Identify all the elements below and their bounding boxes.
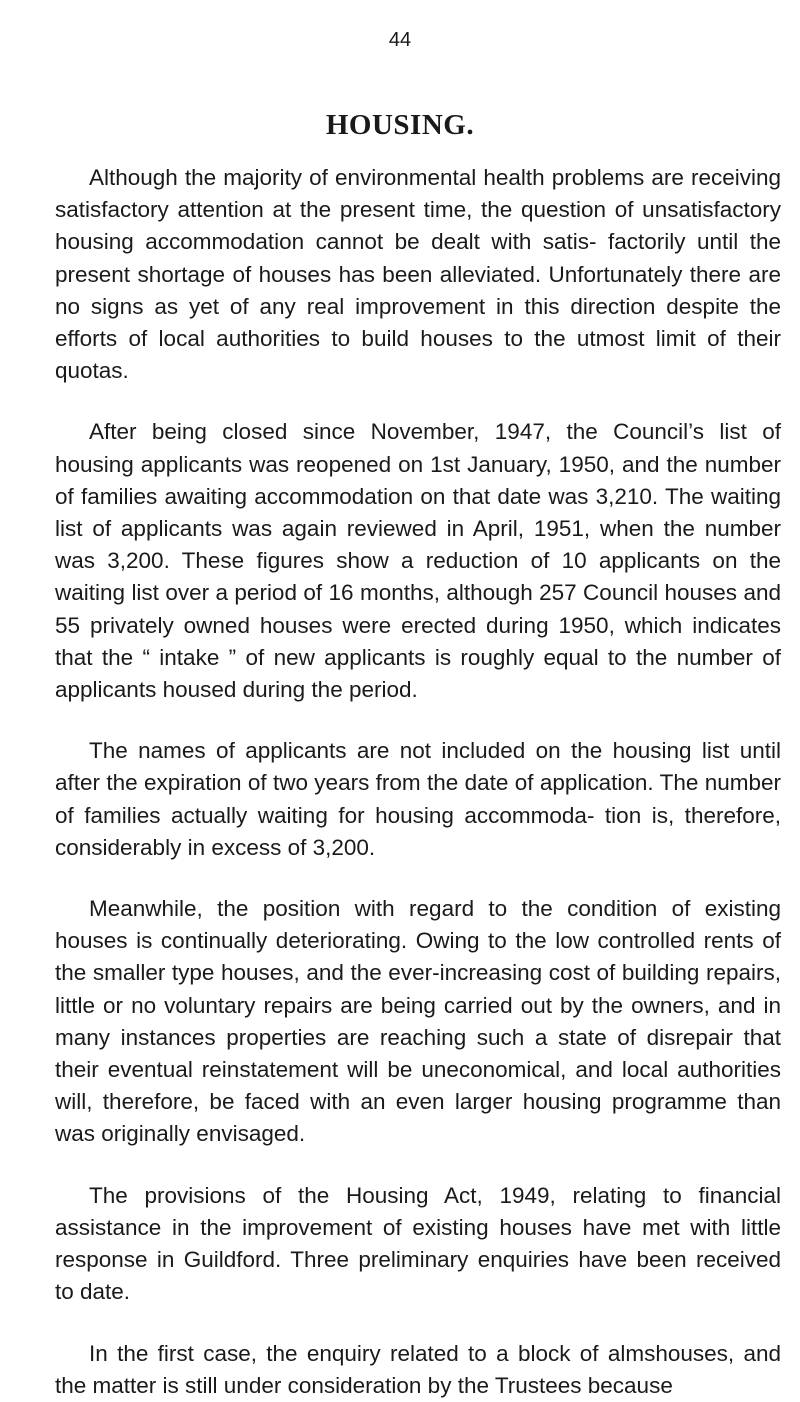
body-text bbox=[55, 162, 781, 1402]
page-number: 44 bbox=[388, 29, 412, 51]
paragraph-waiting-list: After being closed since November, 1947, the Council’s list of housing applicants was reopened on 1st January, 1950, and the number of families awaiting accommodation on that date was 3,210. The waiting list of applicants was again reviewed in April, 1951, when the number was 3,200. These figures show a reduction of 10 applicants on the waiting list over a period of 16 months, although 257 Council houses and 55 privately owned houses were erected during 1950, which indicates that the “ intake ” of new applicants is roughly equal to the number of applicants housed during the period. bbox=[55, 419, 781, 703]
paragraph-environmental-health: Although the majority of environmental health problems are receiving satisfactory attention at the present time, the question of unsatisfactory housing accommodation cannot be dealt with satis- factorily until the present shortage of houses has been alleviated. Unfortunately there are no signs as yet of any real improvement in this direction despite the efforts of local authorities to build houses to the utmost limit of their quotas. bbox=[55, 165, 781, 384]
paragraph-existing-houses: Meanwhile, the position with regard to the condition of existing houses is continually deteriorating. Owing to the low controlled rents of the smaller type houses, and the ever-increasing cost of building repairs, little or no voluntary repairs are being carried out by the owners, and in many instances properties are reaching such a state of disrepair that their eventual reinstatement will be uneconomical, and local authorities will, therefore, be faced with an even larger housing programme than was originally envisaged. bbox=[55, 896, 781, 1147]
page-title: HOUSING. bbox=[325, 109, 475, 141]
paragraph-applicant-names: The names of applicants are not included on the housing list until after the expiration of two years from the date of application. The number of families actually waiting for housing accommoda- tion is, therefore, considerably in excess of 3,200. bbox=[55, 738, 781, 860]
paragraph-almshouses: In the first case, the enquiry related to a block of almshouses, and the matter is still under consideration by the Trustees because bbox=[55, 1340, 781, 1398]
paragraph-housing-act: The provisions of the Housing Act, 1949, relating to financial assistance in the improvement of existing houses have met with little response in Guildford. Three preliminary enquiries have been received to date. bbox=[55, 1182, 781, 1305]
